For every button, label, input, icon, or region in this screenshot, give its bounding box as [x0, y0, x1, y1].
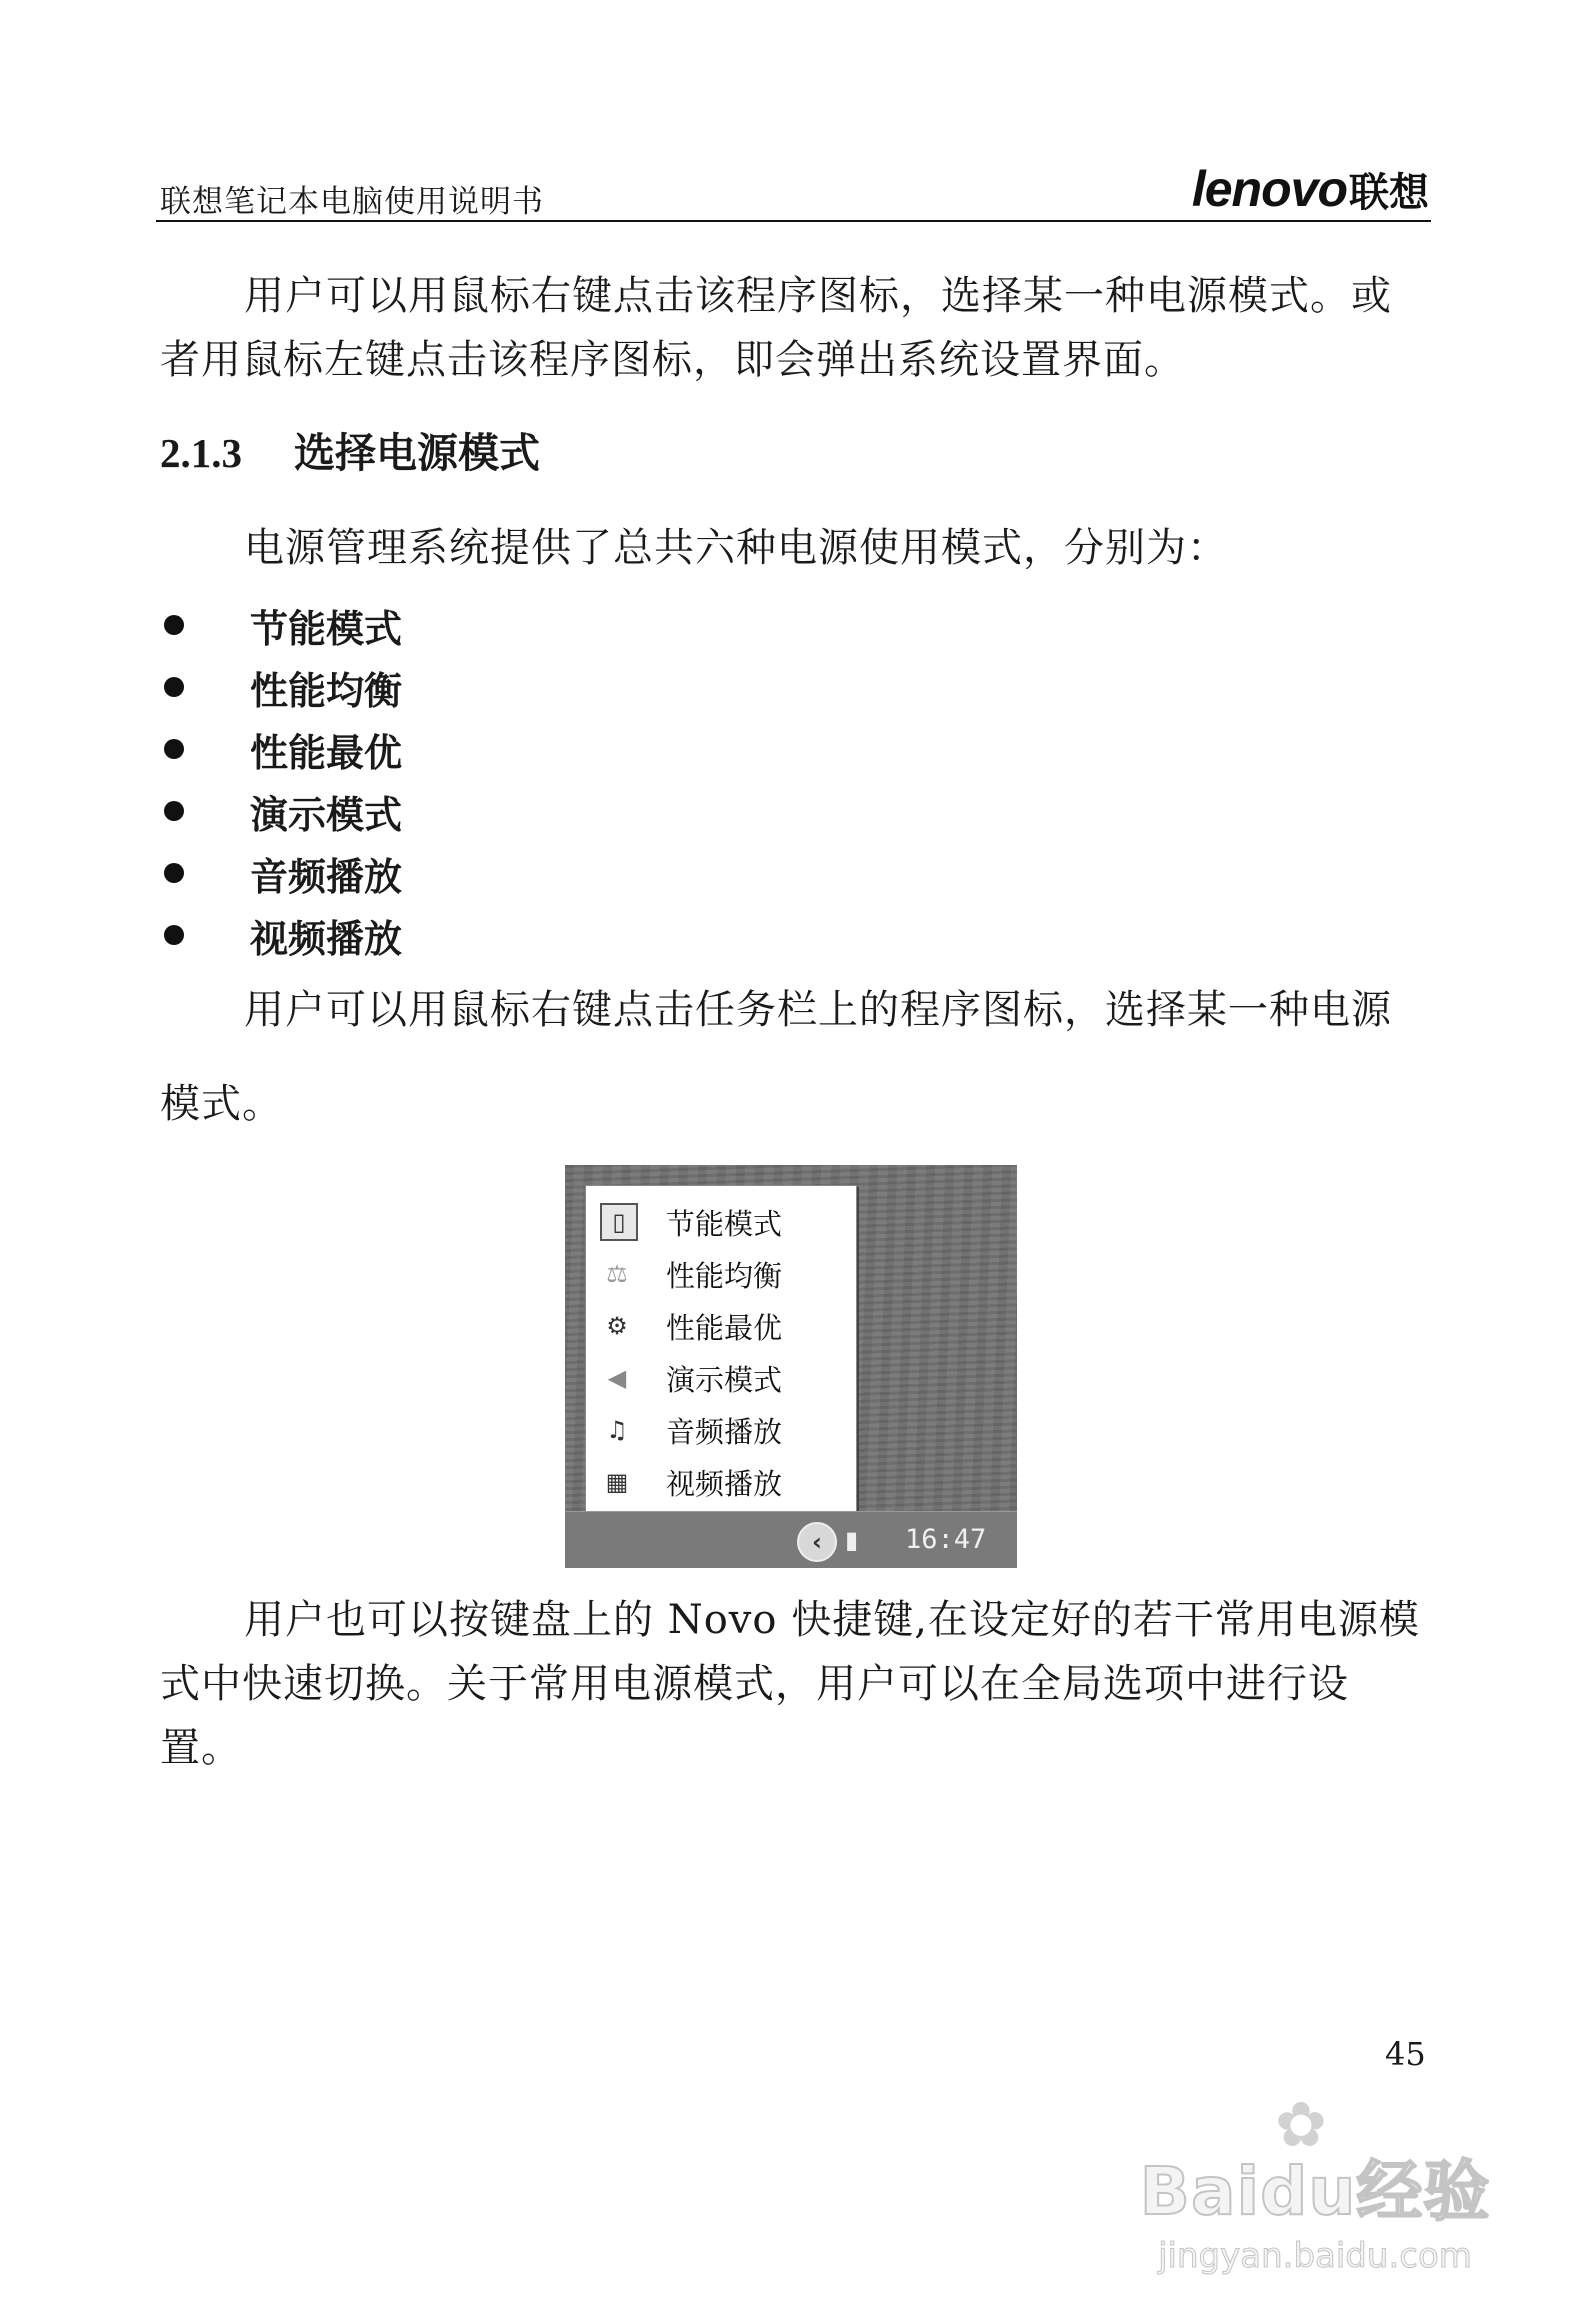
menu-item-video[interactable]: ▦ 视频播放: [586, 1456, 856, 1508]
battery-icon: ▯: [600, 1203, 638, 1241]
page-header-title: 联想笔记本电脑使用说明书: [160, 184, 544, 220]
bullet-icon: [164, 801, 184, 821]
menu-item-energy-saving[interactable]: ▯ 节能模式: [586, 1196, 856, 1248]
music-note-icon: ♫: [606, 1416, 628, 1444]
bullet-icon: [164, 925, 184, 945]
show-hidden-icons-button[interactable]: [797, 1522, 837, 1562]
performance-icon: ⚙: [606, 1312, 628, 1340]
menu-item-presentation[interactable]: ◀ 演示模式: [586, 1352, 856, 1404]
taskbar: [565, 1511, 1017, 1568]
header-divider: [156, 220, 1431, 222]
balance-icon: ⚖: [606, 1260, 628, 1288]
right-click-paragraph: 用户可以用鼠标右键点击任务栏上的程序图标，选择某一种电源: [244, 987, 1392, 1033]
menu-item-performance[interactable]: ⚙ 性能最优: [586, 1300, 856, 1352]
bullet-icon: [164, 739, 184, 759]
list-item: 演示模式: [160, 780, 402, 842]
lenovo-logo: lenovo联想: [1191, 161, 1429, 217]
novo-paragraph: 用户也可以按键盘上的 Novo 快捷键,在设定好的若干常用电源模式中快速切换。关于常用电源模式，用户可以在全局选项中进行设置。: [160, 1597, 1420, 1771]
section-heading: 2.1.3 选择电源模式: [160, 429, 540, 477]
right-click-paragraph-end: 模式。: [160, 1081, 283, 1127]
page-number: 45: [1385, 2035, 1426, 2073]
power-tray-icon[interactable]: ▮: [845, 1526, 859, 1554]
menu-item-balanced[interactable]: ⚖ 性能均衡: [586, 1248, 856, 1300]
list-item: 音频播放: [160, 842, 402, 904]
list-item: 节能模式: [160, 594, 402, 656]
section-intro-paragraph: 电源管理系统提供了总共六种电源使用模式，分别为：: [244, 525, 1228, 571]
list-item: 性能均衡: [160, 656, 402, 718]
menu-item-audio[interactable]: ♫ 音频播放: [586, 1404, 856, 1456]
list-item: 性能最优: [160, 718, 402, 780]
baidu-watermark: ✿ Baidu经验 jingyan.baidu.com: [1139, 2088, 1491, 2276]
paw-icon: ✿: [1275, 2088, 1327, 2161]
chevron-left-icon: ‹: [812, 1528, 822, 1556]
list-item: 视频播放: [160, 904, 402, 966]
intro-paragraph: 用户可以用鼠标右键点击该程序图标，选择某一种电源模式。或者用鼠标左键点击该程序图标，即会弹出系统设置界面。: [160, 273, 1392, 383]
taskbar-clock[interactable]: 16:47: [905, 1524, 987, 1555]
film-icon: ▦: [605, 1468, 629, 1496]
bullet-icon: [164, 863, 184, 883]
power-mode-context-menu: [585, 1185, 857, 1527]
presentation-icon: ◀: [607, 1364, 627, 1392]
bullet-icon: [164, 677, 184, 697]
power-mode-screenshot: [565, 1165, 1017, 1568]
mode-list: [160, 594, 402, 966]
bullet-icon: [164, 615, 184, 635]
